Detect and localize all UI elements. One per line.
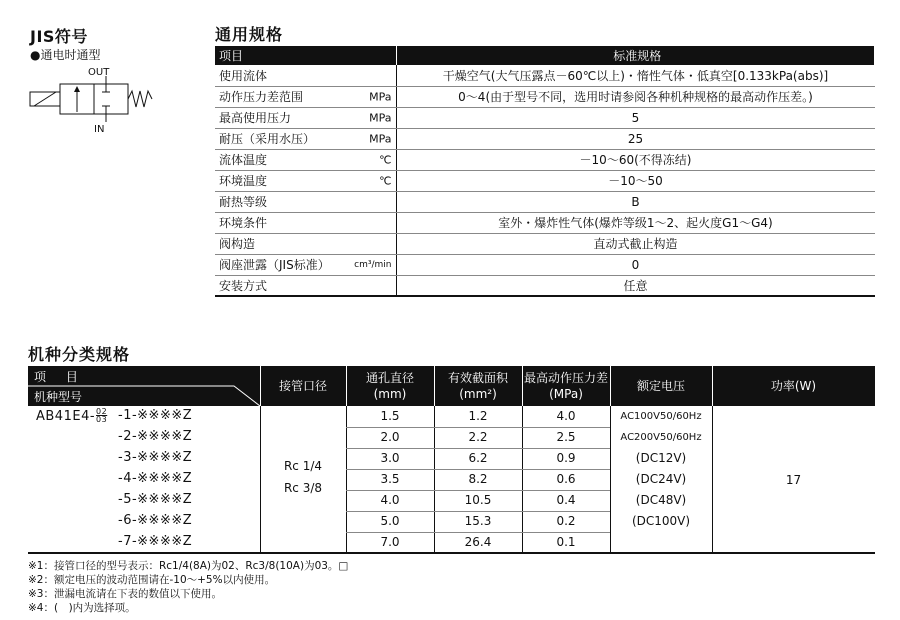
spec-item-cell	[215, 212, 396, 233]
model-orifice-cell: 2.0	[380, 430, 400, 444]
model-area-cell: 8.2	[468, 472, 488, 486]
spec-item-label: 安装方式	[219, 278, 268, 293]
model-suffix: -7-※※※※Z	[118, 534, 193, 549]
spec-value: 0～4(由于型号不同，选用时请参阅各种机种规格的最高动作压差。)	[396, 86, 875, 107]
spec-unit: MPa	[369, 111, 392, 124]
spec-unit: MPa	[369, 90, 392, 103]
spec-value: 室外・爆炸性气体(爆炸等级1～2、起火度G1～G4)	[396, 212, 875, 233]
spec-item-label: 耐压（采用水压）	[219, 132, 316, 146]
model-pressure-cell: 0.2	[556, 514, 576, 528]
port-rc-1-4: Rc 1/4	[283, 459, 323, 473]
model-spec-title: 机种分类规格	[28, 345, 131, 364]
footnote: ※4：( )内为选择项。	[28, 602, 136, 614]
spec-value: －10～60(不得冻结)	[396, 149, 875, 170]
spec-item-cell	[215, 191, 396, 212]
header-item-label: 项 目	[34, 370, 86, 384]
spec-unit: MPa	[369, 132, 392, 145]
model-table-body	[28, 406, 875, 554]
model-table-header	[28, 366, 875, 406]
spec-item-label: 环境条件	[219, 216, 268, 230]
model-suffix: -3-※※※※Z	[118, 450, 193, 465]
model-pressure-cell: 0.1	[556, 535, 576, 549]
model-suffix: -5-※※※※Z	[118, 492, 193, 507]
spec-value: －10～50	[396, 170, 875, 191]
spec-item-cell	[215, 170, 396, 191]
footnotes	[28, 559, 348, 615]
model-orifice-cell: 7.0	[380, 535, 400, 549]
spec-value: 5	[396, 107, 875, 128]
general-spec-row	[215, 212, 875, 233]
spec-item-cell	[215, 149, 396, 170]
valve-symbol-diagram	[22, 64, 162, 136]
general-spec-row	[215, 275, 875, 296]
general-spec-row	[215, 233, 875, 254]
voltage-ac100: AC100V50/60Hz	[620, 411, 702, 422]
footnote: ※3：泄漏电流请在下表的数值以下使用。	[28, 588, 222, 600]
general-spec-row	[215, 191, 875, 212]
voltage-dc100: (DC100V)	[631, 514, 691, 528]
spec-unit: ℃	[379, 174, 392, 187]
model-area-cell: 1.2	[468, 409, 488, 423]
model-suffix: -2-※※※※Z	[118, 429, 193, 444]
footnote: ※2：额定电压的波动范围请在-10～+5%以内使用。	[28, 574, 276, 586]
header-port: 接管口径	[278, 379, 327, 393]
general-spec-row	[215, 149, 875, 170]
voltage-dc24: (DC24V)	[635, 472, 687, 486]
spec-item-cell	[215, 107, 396, 128]
spec-item-cell	[215, 86, 396, 107]
jis-title: JIS符号	[30, 27, 88, 46]
model-area-cell: 10.5	[464, 493, 492, 507]
model-area-cell: 26.4	[464, 535, 492, 549]
spec-value: 干燥空气(大气压露点－60℃以上)・惰性气体・低真空[0.133kPa(abs)]	[396, 65, 875, 86]
model-orifice-cell: 3.5	[380, 472, 400, 486]
spec-value: 任意	[396, 275, 875, 296]
model-area-cell: 6.2	[468, 451, 488, 465]
power-value: 17	[785, 473, 802, 487]
model-pressure-cell: 4.0	[556, 409, 576, 423]
jis-subtitle: ●通电时通型	[30, 48, 101, 62]
jis-out-label: OUT	[88, 67, 110, 78]
model-area-cell: 2.2	[468, 430, 488, 444]
general-spec-row	[215, 107, 875, 128]
header-item: 项目	[215, 46, 396, 65]
spec-item-label: 流体温度	[219, 153, 268, 167]
spec-item-label: 最高使用压力	[219, 111, 292, 125]
header-voltage: 额定电压	[636, 379, 685, 393]
spec-value: 0	[396, 254, 875, 275]
header-area: 有效截面积 (mm²)	[447, 371, 508, 401]
voltage-dc48: (DC48V)	[635, 493, 687, 507]
model-orifice-cell: 1.5	[380, 409, 400, 423]
header-spec: 标准规格	[396, 46, 875, 65]
port-code-bottom: 03	[96, 415, 108, 424]
spec-item-cell	[215, 65, 396, 86]
header-model-label: 机种型号	[34, 390, 83, 404]
general-spec-title: 通用规格	[215, 25, 284, 44]
spec-item-cell	[215, 254, 396, 275]
spec-item-label: 阀座泄露（JIS标准）	[219, 258, 330, 272]
spec-unit: cm³/min	[354, 259, 392, 270]
general-spec-table	[215, 46, 875, 297]
general-spec-row	[215, 65, 875, 86]
header-pressure: 最高动作压力差 (MPa)	[523, 371, 608, 401]
model-orifice-cell: 3.0	[380, 451, 400, 465]
model-suffix: -1-※※※※Z	[118, 408, 193, 423]
voltage-ac200: AC200V50/60Hz	[620, 432, 702, 443]
model-prefix: AB41E4- $\frac{02}{03}$	[36, 407, 108, 424]
jis-in-label: IN	[94, 124, 105, 135]
general-spec-row	[215, 254, 875, 275]
model-pressure-cell: 0.4	[556, 493, 576, 507]
model-orifice-cell: 5.0	[380, 514, 400, 528]
model-area-cell: 15.3	[464, 514, 492, 528]
model-pressure-cell: 0.6	[556, 472, 576, 486]
spec-value: 25	[396, 128, 875, 149]
model-pressure-cell: 2.5	[556, 430, 576, 444]
general-spec-row	[215, 128, 875, 149]
spec-item-label: 阀构造	[219, 237, 256, 251]
spec-item-label: 耐热等级	[219, 195, 268, 209]
spec-value: B	[396, 191, 875, 212]
general-spec-row	[215, 170, 875, 191]
spec-item-cell	[215, 128, 396, 149]
spec-item-label: 环境温度	[219, 174, 268, 188]
header-orifice: 通孔直径 (mm)	[365, 371, 414, 401]
footnote: ※1：接管口径的型号表示：Rc1/4(8A)为02、Rc3/8(10A)为03。□	[28, 560, 349, 572]
spec-value: 直动式截止构造	[396, 233, 875, 254]
port-rc-3-8: Rc 3/8	[283, 481, 323, 495]
spec-item-label: 动作压力差范围	[219, 90, 304, 104]
model-pressure-cell: 0.9	[556, 451, 576, 465]
model-suffix: -6-※※※※Z	[118, 513, 193, 528]
port-code-top: 02	[96, 407, 108, 416]
model-orifice-cell: 4.0	[380, 493, 400, 507]
general-spec-row	[215, 86, 875, 107]
spec-item-cell	[215, 233, 396, 254]
header-power: 功率(W)	[770, 379, 817, 393]
spec-unit: ℃	[379, 153, 392, 166]
voltage-dc12: (DC12V)	[635, 451, 687, 465]
model-suffix: -4-※※※※Z	[118, 471, 193, 486]
spec-item-cell	[215, 275, 396, 296]
spec-item-label: 使用流体	[219, 68, 268, 83]
